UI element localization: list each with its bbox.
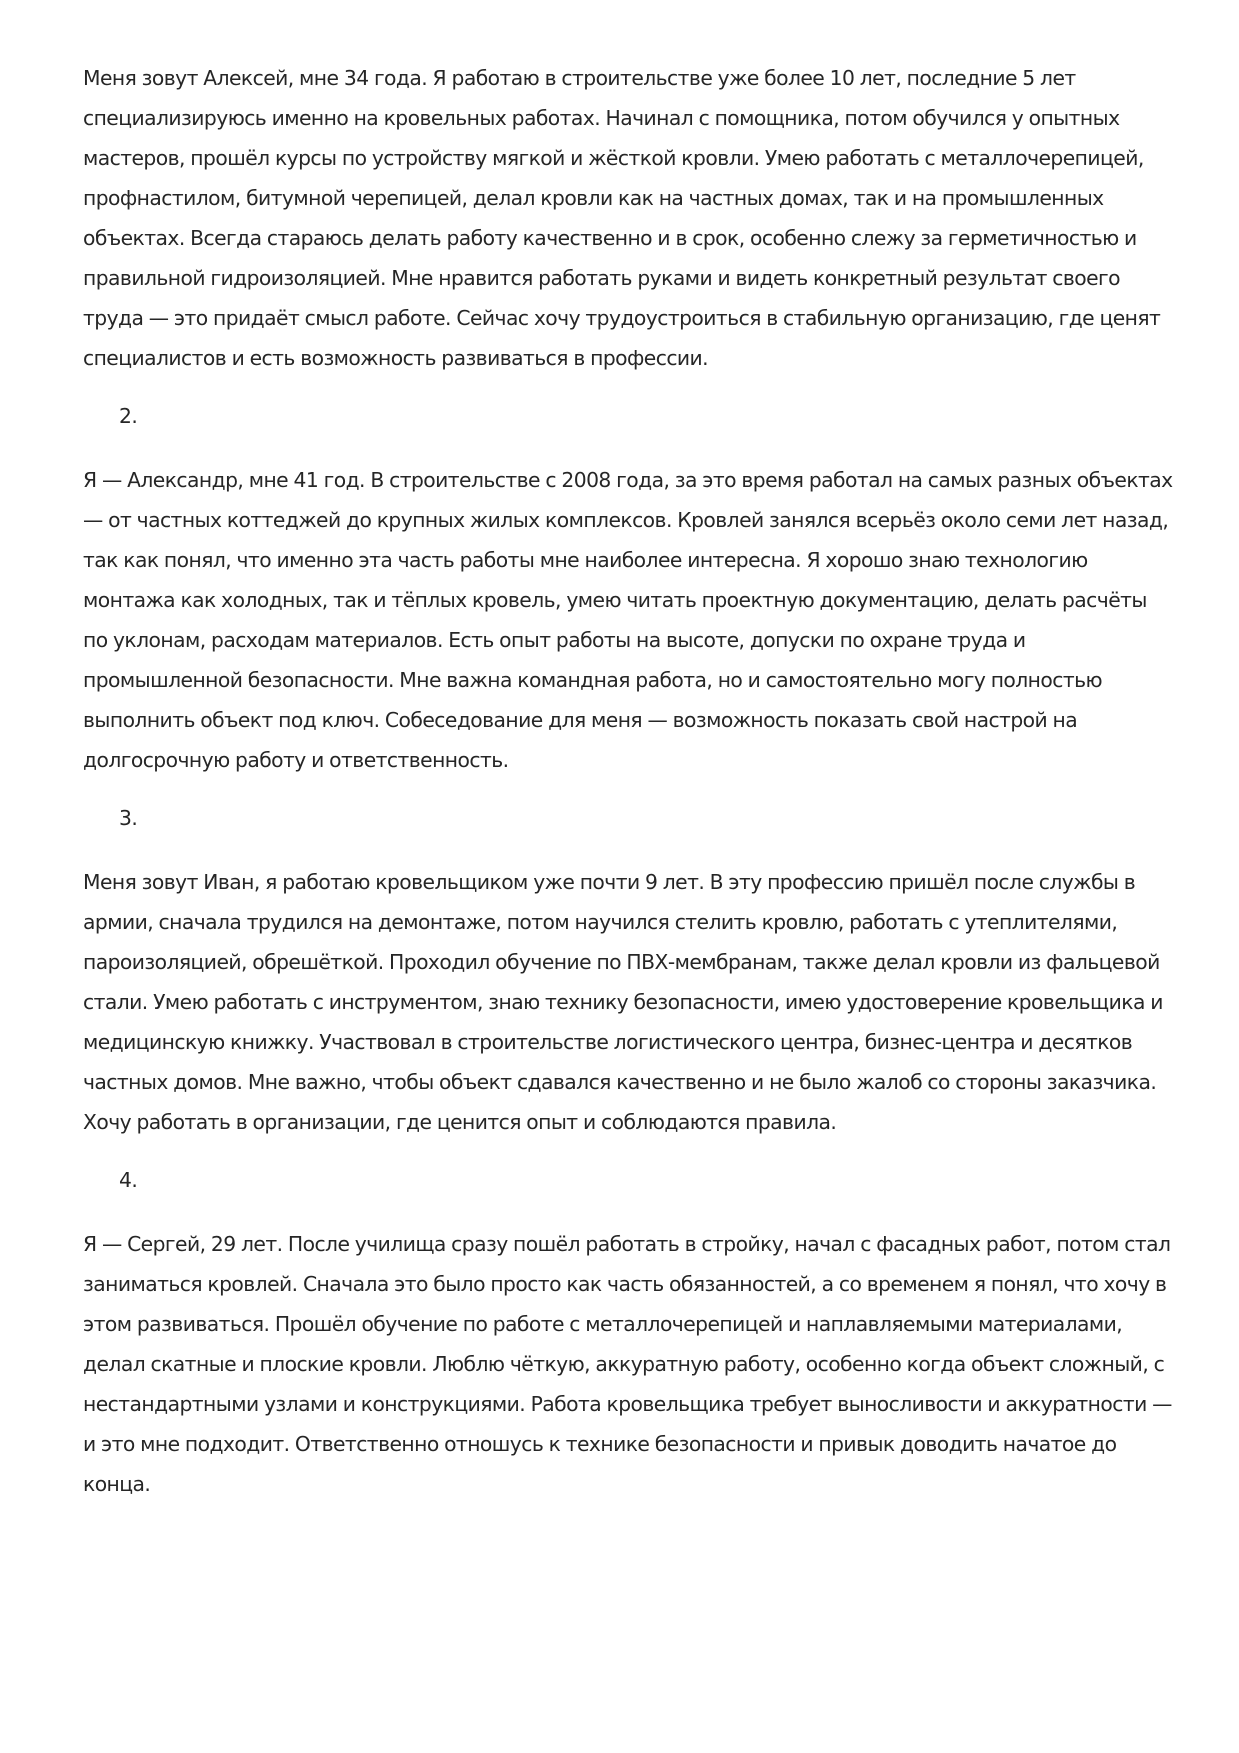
list-number-4: 4. [119,1168,138,1192]
list-number-2: 2. [119,404,138,428]
document-page [83,58,1173,1504]
paragraph-sergey: Я — Сергей, 29 лет. После училища сразу пошёл работать в стройку, начал с фасадных работ, потом стал заниматься кровлей. Сначала это было просто как часть обязанностей, а со временем я понял, что хочу в этом развиваться. Прошёл обучение по работе с металлочерепицей и наплавляемыми материалами, делал скатные и плоские кровли. Люблю чёткую, аккуратную работу, особенно когда объект сложный, с нестандартными узлами и конструкциями. Работа кровельщика требует выносливости и аккуратности — и это мне подходит. Ответственно отношусь к технике безопасности и привык доводить начатое до конца. [83,1232,1172,1496]
paragraph-alexander: Я — Александр, мне 41 год. В строительстве с 2008 года, за это время работал на самых разных объектах — от частных коттеджей до крупных жилых комплексов. Кровлей занялся всерьёз около семи лет назад, так как понял, что именно эта часть работы мне наиболее интересна. Я хорошо знаю технологию монтажа как холодных, так и тёплых кровель, умею читать проектную документацию, делать расчёты по уклонам, расходам материалов. Есть опыт работы на высоте, допуски по охране труда и промышленной безопасности. Мне важна командная работа, но и самостоятельно могу полностью выполнить объект под ключ. Собеседование для меня — возможность показать свой настрой на долгосрочную работу и ответственность. [83,468,1173,772]
list-number-3: 3. [119,806,138,830]
paragraph-ivan: Меня зовут Иван, я работаю кровельщиком уже почти 9 лет. В эту профессию пришёл после службы в армии, сначала трудился на демонтаже, потом научился стелить кровлю, работать с утеплителями, пароизоляцией, обрешёткой. Проходил обучение по ПВХ-мембранам, также делал кровли из фальцевой стали. Умею работать с инструментом, знаю технику безопасности, имею удостоверение кровельщика и медицинскую книжку. Участвовал в строительстве логистического центра, бизнес-центра и десятков частных домов. Мне важно, чтобы объект сдавался качественно и не было жалоб со стороны заказчика. Хочу работать в организации, где ценится опыт и соблюдаются правила. [83,870,1163,1134]
paragraph-alexey: Меня зовут Алексей, мне 34 года. Я работаю в строительстве уже более 10 лет, последние 5 лет специализируюсь именно на кровельных работах. Начинал с помощника, потом обучился у опытных мастеров, прошёл курсы по устройству мягкой и жёсткой кровли. Умею работать с металлочерепицей, профнастилом, битумной черепицей, делал кровли как на частных домах, так и на промышленных объектах. Всегда стараюсь делать работу качественно и в срок, особенно слежу за герметичностью и правильной гидроизоляцией. Мне нравится работать руками и видеть конкретный результат своего труда — это придаёт смысл работе. Сейчас хочу трудоустроиться в стабильную организацию, где ценят специалистов и есть возможность развиваться в профессии. [83,66,1161,370]
